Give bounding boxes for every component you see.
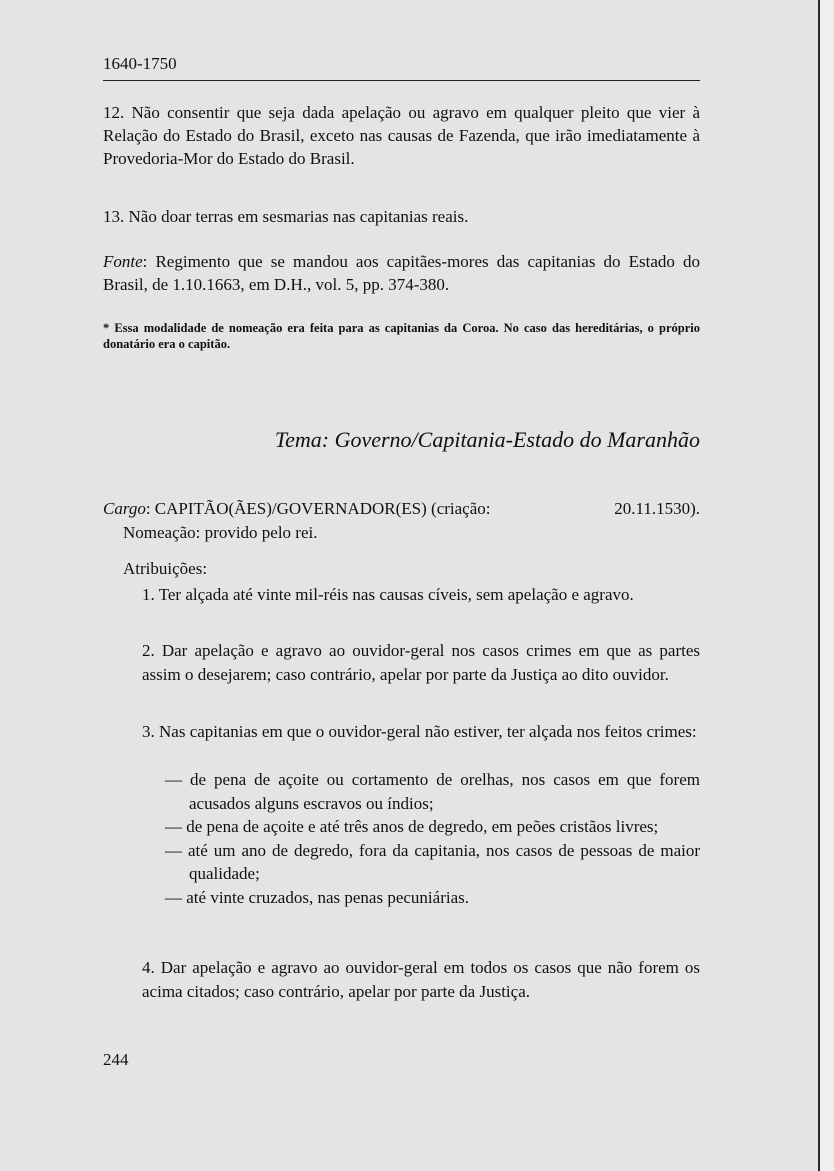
header-rule [103,80,700,81]
page-edge-shadow [820,0,834,1171]
dash-item: — até um ano de degredo, fora da capitania, nos casos de pessoas de maior qualidade; [165,840,700,883]
attribution-2: 2. Dar apelação e agravo ao ouvidor-geral nos casos crimes em que as partes assim o desejarem; caso contrário, apelar por parte da Justiça ao dito ouvidor. [142,641,700,684]
dash-item: — de pena de açoite ou cortamento de orelhas, nos casos em que forem acusados alguns escravos ou índios; [165,770,700,813]
cargo-text: : CAPITÃO(ÃES)/GOVERNADOR(ES) (criação: [145,499,491,518]
attribution-4: 4. Dar apelação e agravo ao ouvidor-geral em todos os casos que não forem os acima citados; caso contrário, apelar por parte da Justiça. [142,958,700,1001]
page-number: 244 [103,1050,129,1069]
item-13: 13. Não doar terras em sesmarias nas capitanias reais. [103,207,469,226]
dash-list [165,768,700,909]
attribution-3: 3. Nas capitanias em que o ouvidor-geral não estiver, ter alçada nos feitos crimes: [142,722,697,741]
nomeacao: Nomeação: provido pelo rei. [123,523,318,542]
source-text: : Regimento que se mandou aos capitães-mores das capitanias do Estado do Brasil, de 1.10.1663, em D.H., vol. 5, pp. 374-380. [103,252,700,294]
dash-item: — até vinte cruzados, nas penas pecuniárias. [165,887,469,907]
atribuicoes-label: Atribuições: [123,559,208,578]
cargo-date: 20.11.1530). [614,499,700,518]
cargo-label: Cargo [103,499,146,518]
dash-item: — de pena de açoite e até três anos de degredo, em peões cristãos livres; [165,817,659,836]
footnote: * Essa modalidade de nomeação era feita para as capitanias da Coroa. No caso das hereditárias, o próprio donatário era o capitão. [103,321,700,351]
source-citation [103,250,700,296]
cargo-block [103,497,700,545]
source-label: Fonte [103,252,143,271]
item-12: 12. Não consentir que seja dada apelação ou agravo em qualquer pleito que vier à Relação do Estado do Brasil, exceto nas causas de Fazenda, que irão imediatamente à Provedoria-Mor do Estado do Brasil. [103,103,700,168]
running-head: 1640-1750 [103,54,177,73]
section-theme-title: Tema: Governo/Capitania-Estado do Maranhão [274,427,700,452]
cargo-line [103,497,700,521]
attribution-1: 1. Ter alçada até vinte mil-réis nas causas cíveis, sem apelação e agravo. [142,585,634,604]
page-edge-line [818,0,820,1171]
